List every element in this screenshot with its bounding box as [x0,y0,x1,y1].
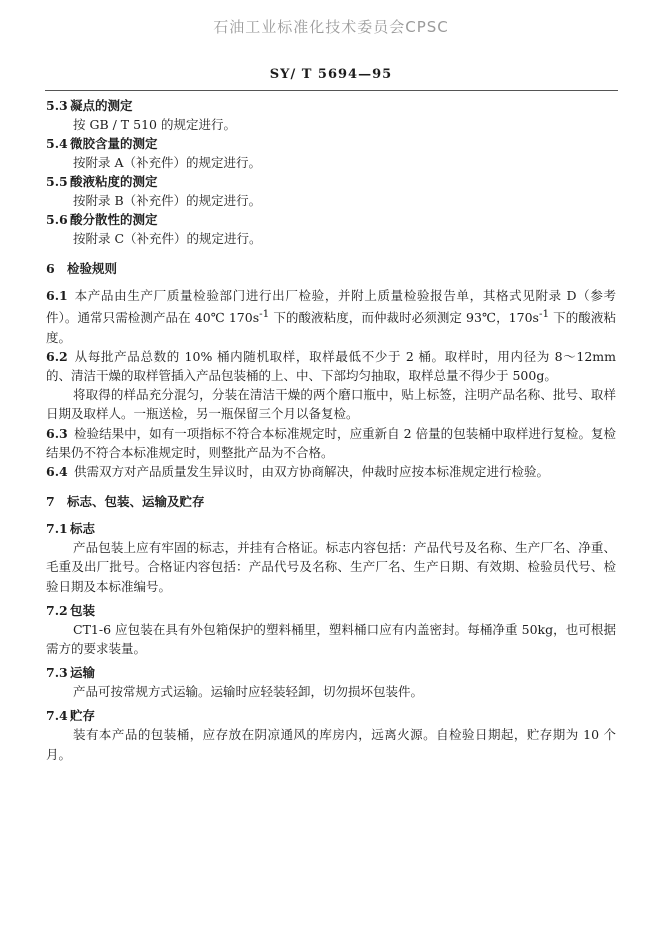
section-7-4-heading: 7.4 贮存 [46,708,96,724]
paragraph-6-2-continued: 将取得的样品充分混匀，分装在清洁干燥的两个磨口瓶中，贴上标签，注明产品名称、批号、取样日期及取样人。一瓶送检，另一瓶保留三个月以备复检。 [46,387,616,422]
section-7-1-heading: 7.1 标志 [46,521,96,537]
paragraph-6-2: 6.2 从每批产品总数的 10% 桶内随机取样，取样最低不少于 2 桶。取样时，用内径为 8～12mm 的、清洁干燥的取样管插入产品包装桶的上、中、下部均匀抽取，取样总量不得少于 500g。 [46,348,616,383]
section-6-heading: 6 检验规则 [46,261,118,276]
document-body [46,96,616,764]
section-5-3-heading: 5.3 凝点的测定 [46,98,133,113]
section-5-5-heading: 5.5 酸液粘度的测定 [46,174,158,189]
section-7-2-text: CT1-6 应包装在具有外包箱保护的塑料桶里，塑料桶口应有内盖密封。每桶净重 50kg，也可根据需方的要求装量。 [46,621,616,656]
section-5-4-heading: 5.4 微胶含量的测定 [46,136,158,151]
section-7-1-text: 产品包装上应有牢固的标志，并挂有合格证。标志内容包括：产品代号及名称、生产厂名、净重、毛重及出厂批号。合格证内容包括：产品代号及名称、生产厂名、生产日期、有效期、检验员代号、检验日期及本标准编号。 [46,540,616,594]
watermark: 石油工业标准化技术委员会CPSC [213,18,449,36]
header-rule [45,90,618,91]
section-5-5-text: 按附录 B（补充件）的规定进行。 [73,193,262,208]
section-5-3-text: 按 GB / T 510 的规定进行。 [73,117,236,132]
section-7-3-heading: 7.3 运输 [46,665,96,681]
paragraph-6-3: 6.3 检验结果中，如有一项指标不符合本标准规定时，应重新自 2 倍量的包装桶中取样进行复检。复检结果仍不符合本标准规定时，则整批产品为不合格。 [46,425,616,460]
section-7-2-heading: 7.2 包装 [46,602,96,618]
section-7-3-text: 产品可按常规方式运输。运输时应轻装轻卸，切勿损坏包装件。 [73,684,424,700]
section-5-4-text: 按附录 A（补充件）的规定进行。 [73,155,262,170]
section-7-heading: 7 标志、包装、运输及贮存 [46,494,205,510]
section-5-6-text: 按附录 C（补充件）的规定进行。 [73,231,262,246]
section-7-4-text: 装有本产品的包装桶，应存放在阴凉通风的库房内，远离火源。自检验日期起，贮存期为 10 个月。 [46,727,616,762]
paragraph-6-4: 6.4 供需双方对产品质量发生异议时，由双方协商解决，仲裁时应按本标准规定进行检验。 [46,463,550,479]
paragraph-6-1: 6.1 本产品由生产厂质量检验部门进行出厂检验，并附上质量检验报告单，其格式见附录 D（参考件）。通常只需检测产品在 40℃ $170s^{-1}$ 下的酸液粘度，而仲裁时必须测定 93℃，$170s^{-1}$ 下的酸液粘度。 [46,288,616,345]
section-5-6-heading: 5.6 酸分散性的测定 [46,212,158,227]
standard-code: SY/ T 5694—95 [269,67,393,82]
